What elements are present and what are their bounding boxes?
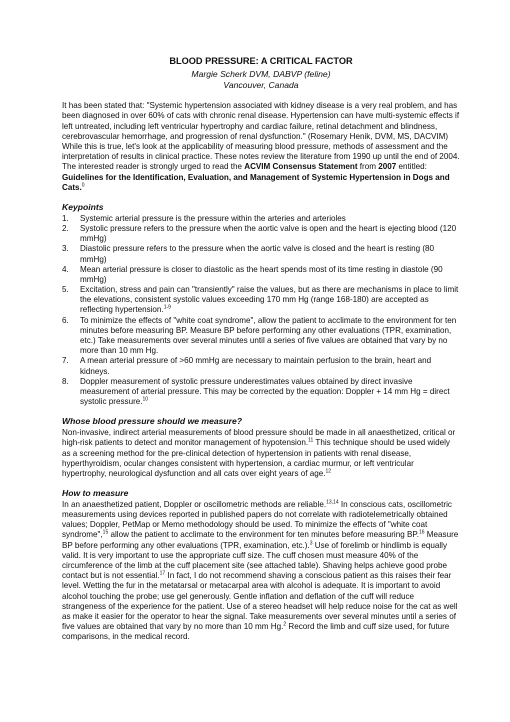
- keypoints-list: [62, 214, 460, 408]
- guidelines-title: Guidelines for the Identification, Evaluation, and Management of Systemic Hypertension in Dogs and Cats.: [62, 172, 450, 192]
- keypoint-item: 6. To minimize the effects of "white coat syndrome", allow the patient to acclimate to the environment for ten minutes before measuring BP. Measure BP before performing any other evaluations (TPR, examination, etc.) Take measurements over several minutes until a series of five values are obtained that vary by no more than 10 mm Hg.: [62, 315, 457, 356]
- keypoint-item: 8. Doppler measurement of systolic pressure underestimates values obtained by direct invasive measurement of arterial pressure. This may be corrected by the equation: Doppler + 14 mm Hg = direct systolic pressure.$^{10}$: [62, 376, 450, 407]
- keypoint-item: 7. A mean arterial pressure of >60 mmHg are necessary to maintain perfusion to the brain, heart and kidneys.: [62, 356, 432, 376]
- whose-paragraph: Non-invasive, indirect arterial measurements of blood pressure should be made in all anaesthetized, critical or high-risk patients to detect and monitor management of hypotension.$^{11}$ This technique should be used widely as a screening method for the pre-clinical detection of hypertension in patients with renal disease, hyperthyroidism, ocular changes consistent with hypertension, a cardiac murmur, or left ventricular hypertrophy, neurological dysfunction and all cats over eight years of age.$^{12}$: [62, 428, 456, 478]
- whose-heading: Whose blood pressure should we measure?: [62, 416, 243, 427]
- keypoint-item: 1. Systemic arterial pressure is the pressure within the arteries and arterioles: [62, 213, 346, 223]
- consensus-statement-text: ACVIM Consensus Statement: [244, 162, 358, 172]
- keypoints-heading: Keypoints: [62, 201, 104, 212]
- keypoint-item: 2. Systolic pressure refers to the pressure when the aortic valve is open and the heart is ejecting blood (120 mmHg): [62, 223, 457, 244]
- document-title: BLOOD PRESSURE: A CRITICAL FACTOR: [169, 56, 353, 66]
- author-line: Margie Scherk DVM, DABVP (feline): [191, 68, 331, 79]
- location-line: Vancouver, Canada: [223, 80, 299, 91]
- how-paragraph: In an anaesthetized patient, Doppler or oscillometric methods are reliable.$^{13,14}$ In conscious cats, oscillometric measurements using devices reported in published papers do not correlate with radiotelemetrically obtained values; Doppler, PetMap or Memo methodology should be used. To minimize the effects of "white coat syndrome",$^{15}$ allow the patient to acclimate to the environment for ten minutes before measuring BP.$^{16}$ Measure BP before performing any other evaluations (TPR, examination, etc.).$^3$ Use of forelimb or hindlimb is equally valid. It is very important to use the appropriate cuff size. The cuff chosen must measure 40% of the circumference of the limb at the cuff placement site (see attached table). Shaving helps achieve good probe contact but is not essential.$^{17}$ In fact, I do not recommend shaving a conscious patient as this raises their fear level. Wetting the fur in the metatarsal or metacarpal area with alcohol is adequate. It is important to avoid alcohol touching the probe; use gel generously. Gentle inflation and deflation of the cuff will reduce strangeness of the experience for the patient. Use of a stereo headset will help reduce noise for the cat as well as make it easier for the operator to hear the signal. Take measurements over several minutes until a series of five values are obtained that vary by no more than 10 mm Hg.$^2$ Record the limb and cuff size used, for future comparisons, in the medical record.: [62, 499, 459, 642]
- how-heading: How to measure: [62, 488, 129, 499]
- keypoint-item: 3. Diastolic pressure refers to the pressure when the aortic valve is closed and the heart is resting (80 mmHg): [62, 244, 435, 264]
- intro-paragraph: It has been stated that: "Systemic hypertension associated with kidney disease is a very real problem, and has been diagnosed in over 60% of cats with chronic renal disease. Hypertension can have multi-systemic effects if left untreated, including left ventricular hypertrophy and cardiac failure, retinal detachment and blindness, cerebrovascular hemorrhage, and progression of renal dysfunction." (Rosemary Henik, DVM, MS, DACVIM) While this is true, let's look at the applicability of measuring blood pressure, methods of assessment and the interpretation of results in clinical practice. These notes review the literature from 1990 up until the end of 2004. The interested reader is strongly urged to read the ACVIM Consensus Statement from 2007 entitled: Guidelines for the Identification, Evaluation, and Management of Systemic Hypertension in Dogs and Cats.$^0$: [62, 101, 460, 192]
- keypoint-item: 4. Mean arterial pressure is closer to diastolic as the heart spends most of its time resting in diastole (90 mmHg): [62, 264, 443, 284]
- keypoint-item: 5. Excitation, stress and pain can "transiently" raise the values, but as there are mechanisms in place to limit the elevations, consistent systolic values exceeding 170 mm Hg (range 168-180) are accepted as reflecting hypertension.$^{1-9}$: [62, 285, 459, 315]
